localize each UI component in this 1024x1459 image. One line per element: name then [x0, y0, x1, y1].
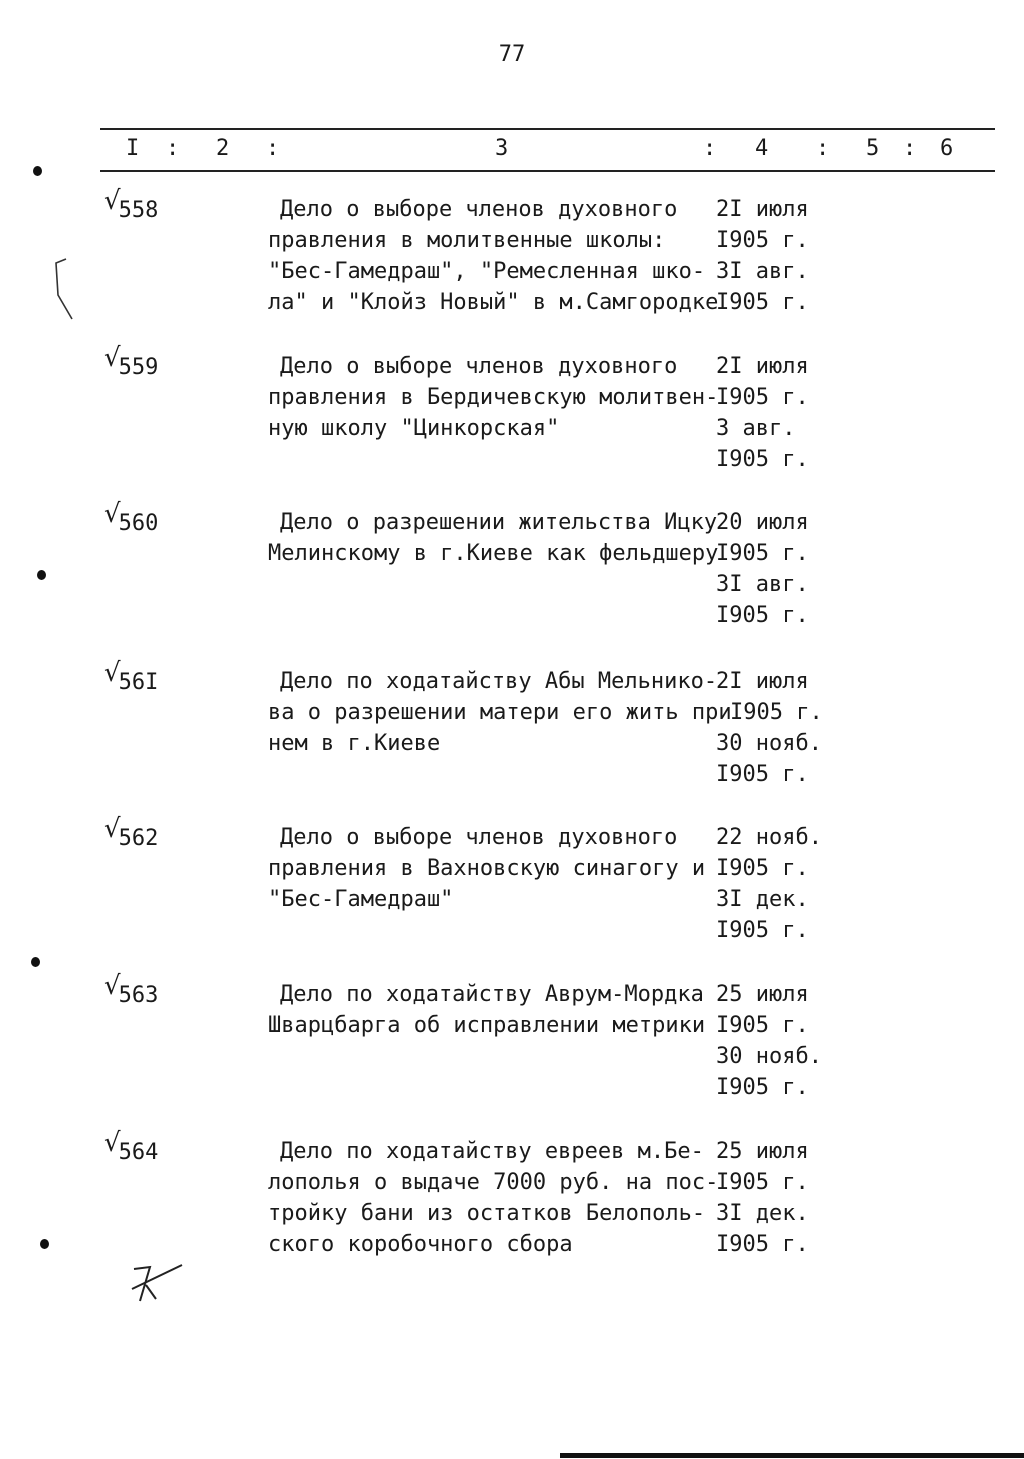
entry-number	[104, 499, 159, 539]
description-line: "Бес-Гамедраш", "Ремесленная шко-	[268, 259, 706, 284]
description-line: ла" и "Клойз Новый" в м.Самгородке	[268, 290, 719, 315]
start-date: 2I июля	[716, 669, 809, 694]
end-year: I905 г.	[716, 1075, 809, 1100]
entry-number	[104, 343, 159, 383]
header-col-4: 4	[755, 136, 769, 161]
entry-description	[268, 507, 719, 569]
header-col-5: 5	[866, 136, 880, 161]
header-sep-1: :	[166, 136, 180, 161]
header-col-2: 2	[216, 136, 230, 161]
start-year: I905 г.	[730, 700, 823, 725]
margin-bracket-mark	[48, 255, 78, 325]
description-line: Дело по ходатайству Аврум-Мордка	[280, 982, 704, 1007]
description-line: правления в Вахновскую синагогу и	[268, 856, 706, 881]
end-date: 3I дек.	[716, 1201, 809, 1226]
end-date: 3I дек.	[716, 887, 809, 912]
entry-description	[268, 666, 732, 759]
description-line: "Бес-Гамедраш"	[268, 887, 454, 912]
table-top-rule	[100, 128, 995, 130]
start-date: 22 нояб.	[716, 825, 822, 850]
entry-description	[268, 351, 719, 444]
description-line: Дело о разрешении жительства Ицку	[280, 510, 718, 535]
entry-description	[268, 194, 719, 318]
table-header-rule	[100, 170, 995, 172]
entry-number	[104, 814, 159, 854]
end-date: 3I авг.	[716, 259, 809, 284]
entry-number-text: 558	[118, 198, 159, 223]
description-line: Дело о выборе членов духовного	[280, 825, 678, 850]
entry-description	[268, 822, 708, 915]
end-date: 30 нояб.	[716, 1044, 822, 1069]
description-line: Дело по ходатайству Абы Мельнико-	[280, 669, 718, 694]
entry-dates	[716, 194, 836, 318]
entry-dates	[716, 666, 836, 790]
entry-dates	[716, 979, 836, 1103]
entry-number	[104, 186, 159, 226]
end-year: I905 г.	[716, 762, 809, 787]
header-sep-5: :	[903, 136, 917, 161]
end-year: I905 г.	[716, 290, 809, 315]
header-col-3: 3	[495, 136, 509, 161]
description-line: ва о разрешении матери его жить при	[268, 700, 732, 725]
scan-edge-rule	[560, 1453, 1024, 1458]
check-mark-icon: √	[104, 658, 121, 688]
description-line: Дело о выборе членов духовного	[280, 197, 678, 222]
entry-number-text: 562	[118, 826, 159, 851]
start-year: I905 г.	[716, 228, 809, 253]
end-date: 3I авг.	[716, 572, 809, 597]
entry-number	[104, 658, 159, 698]
start-year: I905 г.	[716, 856, 809, 881]
end-date: 30 нояб.	[716, 731, 822, 756]
start-date: 25 июля	[716, 982, 809, 1007]
entry-dates	[716, 1136, 836, 1260]
description-line: ную школу "Цинкорская"	[268, 416, 560, 441]
end-year: I905 г.	[716, 447, 809, 472]
entry-description	[268, 979, 708, 1041]
header-col-6: 6	[940, 136, 954, 161]
check-mark-icon: √	[104, 186, 121, 216]
start-date: 25 июля	[716, 1139, 809, 1164]
start-date: 2I июля	[716, 197, 809, 222]
entry-number-text: 564	[118, 1140, 159, 1165]
entry-dates	[716, 351, 836, 475]
end-year: I905 г.	[716, 918, 809, 943]
start-year: I905 г.	[716, 541, 809, 566]
entry-description	[268, 1136, 719, 1260]
description-line: тройку бани из остатков Белополь-	[268, 1201, 706, 1226]
description-line: Дело по ходатайству евреев м.Бе-	[280, 1139, 704, 1164]
start-year: I905 г.	[716, 385, 809, 410]
end-year: I905 г.	[716, 1232, 809, 1257]
handwritten-signature-mark	[126, 1255, 190, 1305]
entry-number	[104, 971, 159, 1011]
check-mark-icon: √	[104, 1128, 121, 1158]
punch-hole-dot	[40, 1239, 49, 1249]
entry-number-text: 563	[118, 983, 159, 1008]
page-number: 77	[498, 42, 526, 67]
entry-number-text: 559	[118, 355, 159, 380]
header-col-1: I	[126, 136, 140, 161]
description-line: нем в г.Киеве	[268, 731, 441, 756]
header-sep-4: :	[816, 136, 830, 161]
punch-hole-dot	[33, 166, 42, 176]
start-year: I905 г.	[716, 1170, 809, 1195]
description-line: Шварцбарга об исправлении метрики	[268, 1013, 706, 1038]
entry-number	[104, 1128, 159, 1168]
description-line: правления в молитвенные школы:	[268, 228, 666, 253]
description-line: Мелинскому в г.Киеве как фельдшеру	[268, 541, 719, 566]
punch-hole-dot	[31, 957, 40, 967]
entry-number-text: 56I	[118, 670, 159, 695]
description-line: ского коробочного сбора	[268, 1232, 573, 1257]
table-header	[0, 136, 1024, 166]
entry-dates	[716, 822, 836, 946]
entry-number-text: 560	[118, 511, 159, 536]
start-date: 20 июля	[716, 510, 809, 535]
start-date: 2I июля	[716, 354, 809, 379]
check-mark-icon: √	[104, 814, 121, 844]
start-year: I905 г.	[716, 1013, 809, 1038]
header-sep-2: :	[266, 136, 280, 161]
end-date: 3 авг.	[716, 416, 796, 441]
end-year: I905 г.	[716, 603, 809, 628]
header-sep-3: :	[703, 136, 717, 161]
punch-hole-dot	[37, 570, 46, 580]
description-line: лополья о выдаче 7000 руб. на пос-	[268, 1170, 719, 1195]
check-mark-icon: √	[104, 343, 121, 373]
description-line: правления в Бердичевскую молитвен-	[268, 385, 719, 410]
entry-dates	[716, 507, 836, 631]
description-line: Дело о выборе членов духовного	[280, 354, 678, 379]
check-mark-icon: √	[104, 971, 121, 1001]
check-mark-icon: √	[104, 499, 121, 529]
